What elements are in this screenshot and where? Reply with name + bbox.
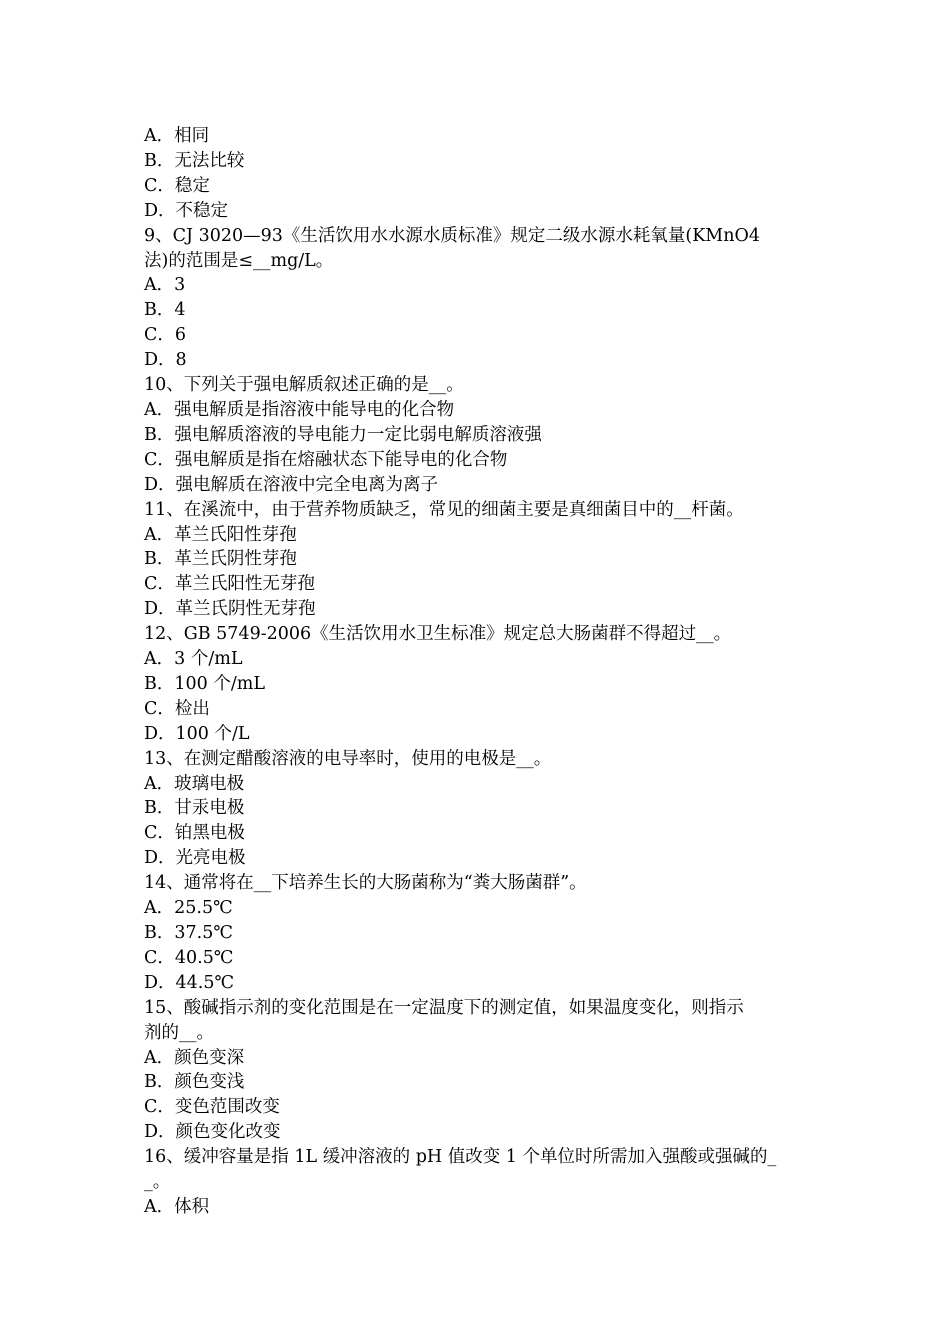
option-line: B．强电解质溶液的导电能力一定比弱电解质溶液强 <box>144 424 542 445</box>
question-line: 14、通常将在__下培养生长的大肠菌称为“粪大肠菌群”。 <box>144 873 587 894</box>
option-line: D．强电解质在溶液中完全电离为离子 <box>144 474 439 495</box>
option-line: A．颜色变深 <box>144 1047 245 1068</box>
option-line: C．变色范围改变 <box>144 1097 280 1118</box>
question-line: 剂的__。 <box>144 1022 214 1043</box>
option-line: C．铂黑电极 <box>144 823 245 844</box>
option-line: C．40.5℃ <box>144 947 234 968</box>
question-line: 13、在测定醋酸溶液的电导率时，使用的电极是__。 <box>144 748 552 769</box>
option-line: B．颜色变浅 <box>144 1072 245 1093</box>
question-line: 10、下列关于强电解质叙述正确的是__。 <box>144 375 464 396</box>
option-line: B．100 个/mL <box>144 673 265 694</box>
option-line: B．无法比较 <box>144 150 245 171</box>
option-line: C．检出 <box>144 698 210 719</box>
option-line: C．6 <box>144 325 187 346</box>
option-line: A．玻璃电极 <box>144 773 245 794</box>
option-line: A．3 个/mL <box>144 649 243 670</box>
option-line: B．37.5℃ <box>144 923 233 943</box>
option-line: A．25.5℃ <box>144 898 233 919</box>
option-line: D．8 <box>144 350 187 371</box>
option-line: B．甘汞电极 <box>144 798 245 819</box>
option-line: D．不稳定 <box>144 200 229 221</box>
option-line: A．相同 <box>144 126 210 146</box>
option-line: C．革兰氏阳性无芽孢 <box>144 574 315 595</box>
question-line: 12、GB 5749-2006《生活饮用水卫生标准》规定总大肠菌群不得超过__。 <box>144 624 732 645</box>
option-line: A．3 <box>144 275 186 296</box>
option-line: D．44.5℃ <box>144 972 235 993</box>
option-line: D．光亮电极 <box>144 848 246 869</box>
option-line: D．颜色变化改变 <box>144 1122 281 1143</box>
question-line: _。 <box>144 1172 171 1193</box>
option-line: C．强电解质是指在熔融状态下能导电的化合物 <box>144 449 508 470</box>
option-line: D．100 个/L <box>144 723 250 744</box>
option-line: A．革兰氏阳性芽孢 <box>144 524 297 545</box>
question-line: 15、酸碱指示剂的变化范围是在一定温度下的测定值，如果温度变化，则指示 <box>144 997 744 1018</box>
option-line: B．4 <box>144 300 186 321</box>
option-line: D．革兰氏阴性无芽孢 <box>144 599 316 620</box>
question-line: 法)的范围是≤__mg/L。 <box>144 250 334 271</box>
option-line: A．强电解质是指溶液中能导电的化合物 <box>144 399 455 420</box>
question-line: 11、在溪流中，由于营养物质缺乏，常见的细菌主要是真细菌目中的__杆菌。 <box>144 499 744 520</box>
option-line: C．稳定 <box>144 175 210 196</box>
question-line: 9、CJ 3020—93《生活饮用水水源水质标准》规定二级水源水耗氧量(KMnO4 <box>144 225 760 246</box>
option-line: B．革兰氏阴性芽孢 <box>144 549 297 570</box>
question-line: 16、缓冲容量是指 1L 缓冲溶液的 pH 值改变 1 个单位时所需加入强酸或强碱的_ <box>144 1147 777 1168</box>
option-line: A．体积 <box>144 1196 210 1217</box>
document-page <box>144 124 814 1220</box>
